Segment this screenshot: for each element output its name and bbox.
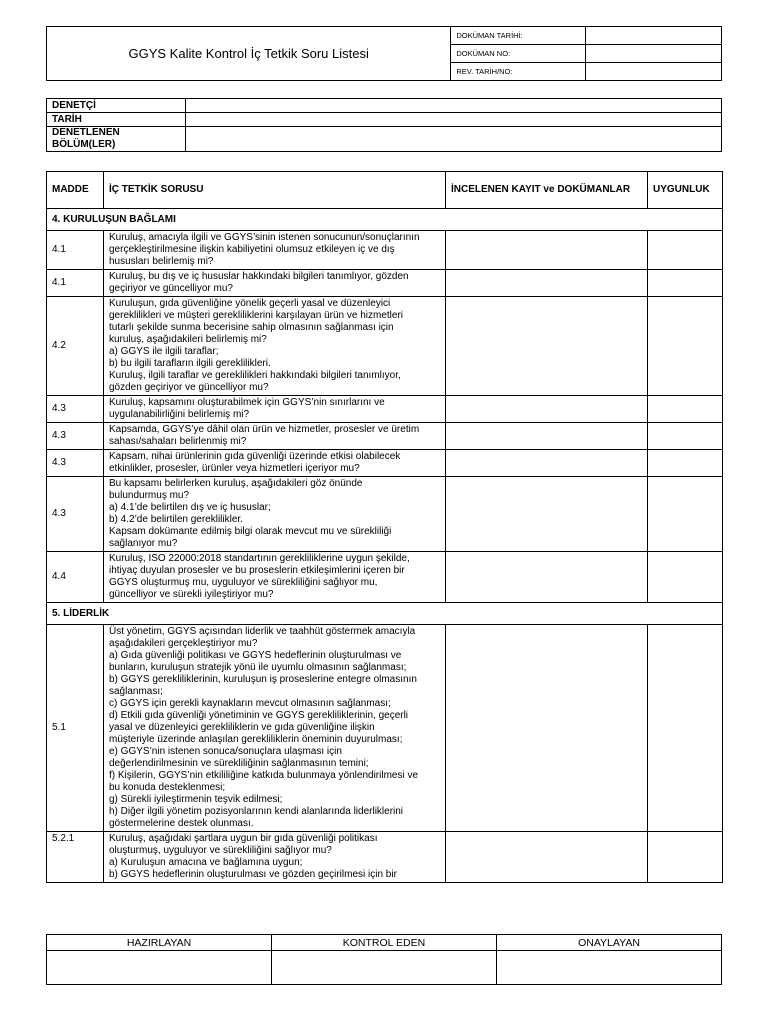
question-text-line: a) GGYS ile ilgili taraflar; (109, 346, 219, 357)
records-cell[interactable] (446, 231, 648, 270)
question-text-line: GGYS oluşturmuş mu, uyguluyor ve sürekliliğini sağlıyor mu, (109, 577, 378, 588)
auditor-field[interactable] (185, 99, 721, 113)
question-text-line: sahası/sahaları belirlenmiş mi? (109, 436, 247, 447)
section-row (47, 209, 723, 231)
question-text-line: b) GGYS hedeflerinin oluşturulması ve gözden geçirilmesi için bir (109, 869, 397, 880)
question-text-line: bunların, kuruluşun stratejik yönü ile uyumlu olmasının sağlanması; (109, 662, 407, 673)
question-text-line: Üst yönetim, GGYS açısından liderlik ve taahhüt göstermek amacıyla (109, 626, 416, 637)
audit-question (104, 477, 446, 552)
revision-label: REV. TARİH/NO: (451, 63, 586, 81)
question-text-line: göstermelerine destek olunması. (109, 818, 254, 829)
section-row (47, 603, 723, 625)
question-text-line: a) Gıda güvenliği politikası ve GGYS hedeflerinin oluşturulması ve (109, 650, 402, 661)
question-text-line: b) bu ilgili tarafların ilgili gereklilikleri. (109, 358, 271, 369)
question-text-line: a) Kuruluşun amacına ve bağlamına uygun; (109, 857, 303, 868)
clause-number: 4.3 (47, 450, 104, 477)
question-text-line: uygulanabilirliğini belirlemiş mi? (109, 409, 250, 420)
column-header-madde: MADDE (47, 172, 104, 209)
doc-no-label: DOKÜMAN NO: (451, 45, 586, 63)
question-text-line: bu konuda desteklenmesi; (109, 782, 226, 793)
question-text-line: d) Etkili gıda güvenliği yönetiminin ve GGYS gerekliliklerinin, geçerli (109, 710, 409, 721)
prepared-by-signature[interactable] (47, 951, 272, 985)
date-field[interactable] (185, 113, 721, 127)
question-text-line: Kuruluş, ilgili taraflar ve gereklilikleri hakkındaki bilgileri tanımlıyor, (109, 370, 401, 381)
question-text-line: oluşturmuş, uyguluyor ve sürekliliğini sağlıyor mu? (109, 845, 332, 856)
records-cell[interactable] (446, 450, 648, 477)
controlled-by-label: KONTROL EDEN (272, 935, 497, 951)
audit-question (104, 396, 446, 423)
question-row (47, 423, 723, 450)
compliance-cell[interactable] (648, 477, 723, 552)
document-header (46, 26, 722, 81)
question-text-line: geçiriyor ve güncelliyor mu? (109, 283, 233, 294)
question-text-line: Kuruluş, kapsamını oluşturabilmek için GGYS’nin sınırlarını ve (109, 397, 385, 408)
audit-question (104, 832, 446, 883)
question-text-line: güncelliyor ve sürekli iyileştiriyor mu? (109, 589, 274, 600)
question-row (47, 552, 723, 603)
question-text-line: ihtiyaç duyulan prosesler ve bu proseslerin etkileşimlerini içeren bir (109, 565, 405, 576)
clause-number: 4.1 (47, 270, 104, 297)
question-text-line: etkinlikler, prosesler, ürünler veya hizmetleri içeriyor mu? (109, 463, 360, 474)
question-text-line: g) Sürekli iyileştirmenin teşvik edilmesi; (109, 794, 283, 805)
question-text-line: f) Kişilerin, GGYS’nin etkililiğine katkıda bulunmaya yönlendirilmesi ve (109, 770, 419, 781)
question-row (47, 297, 723, 396)
question-text-line: sağlanıyor mu? (109, 538, 178, 549)
records-cell[interactable] (446, 396, 648, 423)
question-text-line: tutarlı şekilde sunma becerisine sahip olmasının sağlanması için (109, 322, 394, 333)
records-cell[interactable] (446, 552, 648, 603)
question-text-line: Kuruluşun, gıda güvenliğine yönelik geçerli yasal ve düzenleyici (109, 298, 391, 309)
records-cell[interactable] (446, 477, 648, 552)
prepared-by-label: HAZIRLAYAN (47, 935, 272, 951)
controlled-by-signature[interactable] (272, 951, 497, 985)
compliance-cell[interactable] (648, 297, 723, 396)
column-header-question: İÇ TETKİK SORUSU (104, 172, 446, 209)
records-cell[interactable] (446, 423, 648, 450)
compliance-cell[interactable] (648, 423, 723, 450)
question-text-line: bulundurmuş mu? (109, 490, 190, 501)
compliance-cell[interactable] (648, 270, 723, 297)
question-row (47, 477, 723, 552)
doc-date-label: DOKÜMAN TARİHİ: (451, 27, 586, 45)
document-title: GGYS Kalite Kontrol İç Tetkik Soru Listesi (47, 27, 451, 81)
audit-question (104, 423, 446, 450)
question-text-line: hususları belirlemiş mi? (109, 256, 214, 267)
question-text-line: Kuruluş, amacıyla ilgili ve GGYS’sinin istenen sonucunun/sonuçlarının (109, 232, 420, 243)
doc-no-value[interactable] (586, 45, 722, 63)
question-text-line: Kuruluş, ISO 22000:2018 standartının gerekliliklerine uygun şekilde, (109, 553, 410, 564)
compliance-cell[interactable] (648, 396, 723, 423)
question-text-line: gözden geçiriyor ve güncelliyor mu? (109, 382, 269, 393)
compliance-cell[interactable] (648, 450, 723, 477)
clause-number: 4.2 (47, 297, 104, 396)
signature-table (46, 934, 722, 985)
clause-number: 4.3 (47, 396, 104, 423)
question-row (47, 231, 723, 270)
table-header-row (47, 172, 723, 209)
question-text-line: gerçekleştirilmesine ilişkin kabiliyetini olumsuz etkileyen iç ve dış (109, 244, 395, 255)
clause-number: 4.4 (47, 552, 104, 603)
clause-number: 4.3 (47, 477, 104, 552)
audit-info-table (46, 98, 722, 152)
audited-department-field[interactable] (185, 127, 721, 152)
question-text-line: yasal ve düzenleyici gerekliliklerin ve gıda güvenliğine ilişkin (109, 722, 375, 733)
question-text-line: h) Diğer ilgili yönetim pozisyonlarının kendi alanlarında liderliklerini (109, 806, 404, 817)
audited-department-label: DENETLENEN BÖLÜM(LER) (47, 127, 186, 152)
clause-number: 5.2.1 (47, 832, 104, 883)
column-header-compliance: UYGUNLUK (648, 172, 723, 209)
records-cell[interactable] (446, 297, 648, 396)
question-text-line: Kuruluş, bu dış ve iç hususlar hakkındaki bilgileri tanımlıyor, gözden (109, 271, 409, 282)
question-row (47, 396, 723, 423)
clause-number: 4.3 (47, 423, 104, 450)
audit-question (104, 552, 446, 603)
compliance-cell[interactable] (648, 625, 723, 832)
compliance-cell[interactable] (648, 832, 723, 883)
column-header-records: İNCELENEN KAYIT ve DOKÜMANLAR (446, 172, 648, 209)
question-text-line: c) GGYS için gerekli kaynakların mevcut olmasının sağlanması; (109, 698, 391, 709)
compliance-cell[interactable] (648, 552, 723, 603)
question-text-line: müşteriyle üzerinde anlaşılan gerekliliklerin öneminin duyurulması; (109, 734, 403, 745)
records-cell[interactable] (446, 625, 648, 832)
date-label: TARİH (47, 113, 186, 127)
question-row (47, 625, 723, 832)
question-text-line: Kapsam dokümante edilmiş bilgi olarak mevcut mu ve sürekliliği (109, 526, 392, 537)
audit-question (104, 625, 446, 832)
auditor-label: DENETÇİ (47, 99, 186, 113)
question-text-line: gereklilikleri ve müşteri gerekliliklerini karşılayan ürün ve hizmetleri (109, 310, 403, 321)
section-title: 4. KURULUŞUN BAĞLAMI (47, 209, 723, 231)
compliance-cell[interactable] (648, 231, 723, 270)
question-row (47, 832, 723, 883)
question-text-line: e) GGYS’nin istenen sonuca/sonuçlara ulaşması için (109, 746, 342, 757)
audit-question (104, 450, 446, 477)
audit-question (104, 270, 446, 297)
records-cell[interactable] (446, 270, 648, 297)
question-text-line: Kapsamda, GGYS’ye dâhil olan ürün ve hizmetler, prosesler ve üretim (109, 424, 420, 435)
records-cell[interactable] (446, 832, 648, 883)
question-text-line: Kuruluş, aşağıdaki şartlara uygun bir gıda güvenliği politikası (109, 833, 378, 844)
question-row (47, 450, 723, 477)
clause-number: 5.1 (47, 625, 104, 832)
doc-date-value[interactable] (586, 27, 722, 45)
question-text-line: kuruluş, aşağıdakileri belirlemiş mi? (109, 334, 267, 345)
approved-by-signature[interactable] (497, 951, 722, 985)
question-row (47, 270, 723, 297)
question-text-line: b) GGYS gerekliliklerinin, kuruluşun iş proseslerine entegre olmasının (109, 674, 417, 685)
revision-value[interactable] (586, 63, 722, 81)
question-text-line: değerlendirilmesinin ve sürekliliğinin sağlanmasının temini; (109, 758, 369, 769)
question-text-line: Bu kapsamı belirlerken kuruluş, aşağıdakileri göz önünde (109, 478, 363, 489)
approved-by-label: ONAYLAYAN (497, 935, 722, 951)
audit-question (104, 297, 446, 396)
question-text-line: a) 4.1’de belirtilen dış ve iç hususlar; (109, 502, 271, 513)
clause-number: 4.1 (47, 231, 104, 270)
audit-question (104, 231, 446, 270)
section-title: 5. LİDERLİK (47, 603, 723, 625)
question-text-line: sağlanması; (109, 686, 163, 697)
audit-question-table (46, 171, 723, 883)
question-text-line: Kapsam, nihai ürünlerinin gıda güvenliği üzerinde etkisi olabilecek (109, 451, 401, 462)
question-text-line: b) 4.2’de belirtilen gereklilikler. (109, 514, 243, 525)
question-text-line: aşağıdakileri gerçekleştiriyor mu? (109, 638, 258, 649)
